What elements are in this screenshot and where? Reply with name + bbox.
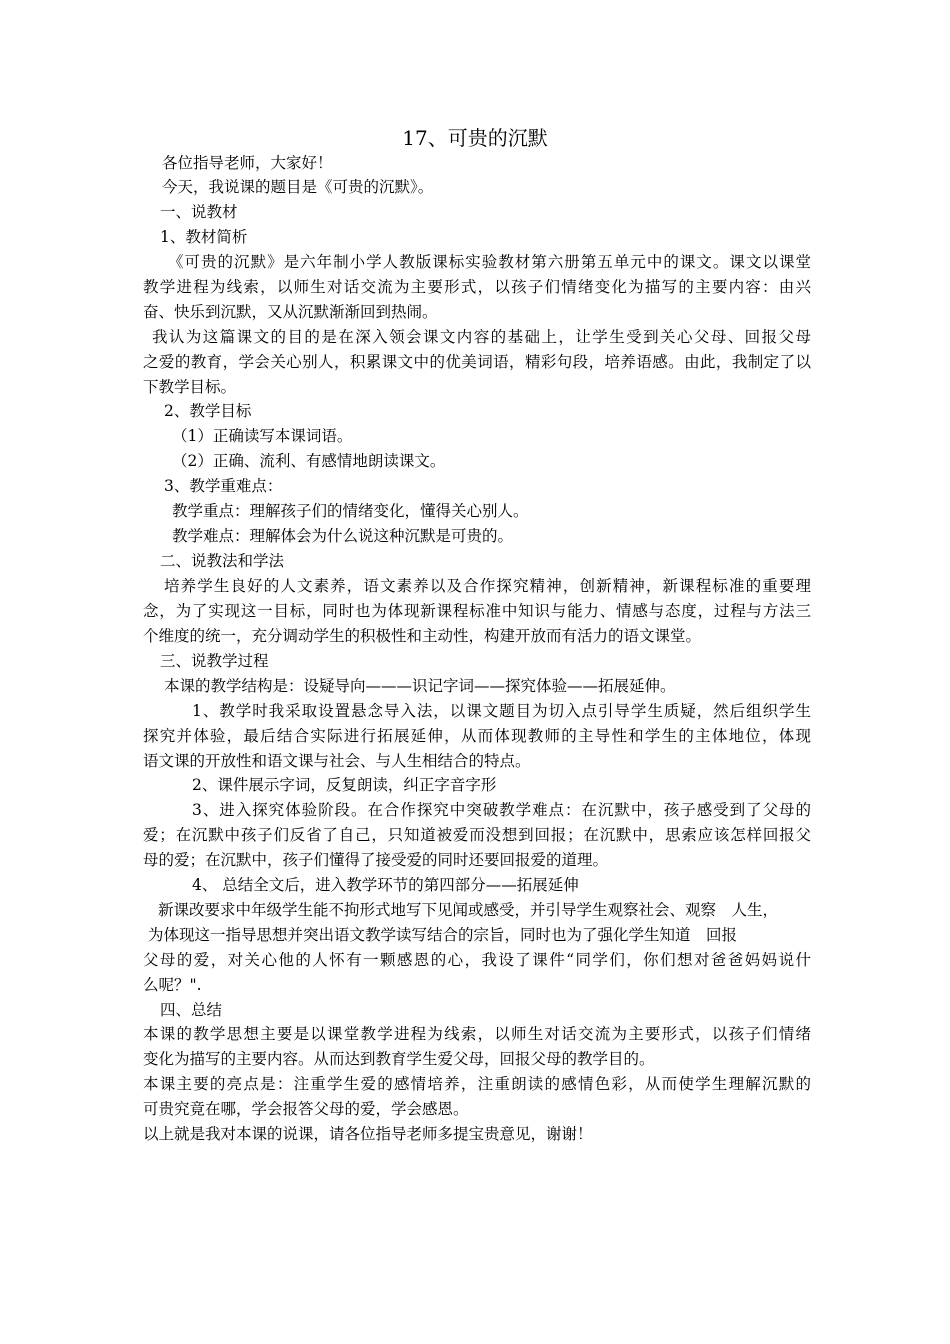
paragraph-line: 教学进程为线索，以师生对话交流为主要形式，以孩子们情绪变化为描写的主要内容：由兴 <box>143 278 811 296</box>
paragraph-line: 《可贵的沉默》是六年制小学人教版课标实验教材第六册第五单元中的课文。课文以课堂 <box>168 253 811 271</box>
paragraph-line: 父母的爱，对关心他的人怀有一颗感恩的心，我设了课件“同学们，你们想对爸爸妈妈说什 <box>143 951 811 969</box>
closing-line: 以上就是我对本课的说课，请各位指导老师多提宝贵意见，谢谢！ <box>143 1125 593 1143</box>
paragraph-line: 培养学生良好的人文素养，语文素养以及合作探究精神，创新精神，新课程标准的重要理 <box>164 577 811 595</box>
paragraph-line: 我认为这篇课文的目的是在深入领会课文内容的基础上，让学生受到关心父母、回报父母 <box>152 328 811 346</box>
process-step-line: 4、 总结全文后，进入教学环节的第四部分——拓展延伸 <box>192 876 579 894</box>
process-step-line: 2、课件展示字词，反复朗读，纠正字音字形 <box>192 776 497 794</box>
section-heading-2: 二、说教法和学法 <box>160 552 285 570</box>
paragraph-line: 下教学目标。 <box>143 378 237 396</box>
key-point-line: 教学重点：理解孩子们的情绪变化，懂得关心别人。 <box>172 502 529 520</box>
subheading-1-1: 1、教材简析 <box>160 228 248 246</box>
paragraph-line: 念，为了实现这一目标，同时也为体现新课程标准中知识与能力、情感与态度，过程与方法三 <box>143 602 811 620</box>
process-step-line: 语文课的开放性和语文课与社会、与人生相结合的特点。 <box>143 752 531 770</box>
difficulty-line: 教学难点：理解体会为什么说这种沉默是可贵的。 <box>172 527 514 545</box>
process-step-line: 1、教学时我采取设置悬念导入法，以课文题目为切入点引导学生质疑，然后组织学生 <box>192 702 811 720</box>
structure-line: 本课的教学结构是：设疑导向———识记字词——探究体验——拓展延伸。 <box>164 677 676 695</box>
summary-line: 本课主要的亮点是：注重学生爱的感情培养，注重朗读的感情色彩，从而使学生理解沉默的 <box>143 1075 811 1093</box>
goal-item: （1）正确读写本课词语。 <box>172 427 353 445</box>
subheading-1-2: 2、教学目标 <box>164 402 252 420</box>
subheading-1-3: 3、教学重难点： <box>164 477 283 495</box>
paragraph-line: 为体现这一指导思想并突出语文教学读写结合的宗旨，同时也为了强化学生知道 回报 <box>148 926 738 944</box>
section-heading-1: 一、说教材 <box>160 203 238 221</box>
process-step-line: 探究并体验，最后结合实际进行拓展延伸，从而体现教师的主导性和学生的主体地位，体现 <box>143 727 811 745</box>
summary-line: 可贵究竟在哪，学会报答父母的爱，学会感恩。 <box>143 1100 469 1118</box>
process-step-line: 爱；在沉默中孩子们反省了自己，只知道被爱而没想到回报；在沉默中，思索应该怎样回报父 <box>143 826 811 844</box>
greeting-line: 各位指导老师，大家好！ <box>162 154 333 172</box>
process-step-line: 3、进入探究体验阶段。在合作探究中突破教学难点：在沉默中，孩子感受到了父母的 <box>192 801 811 819</box>
process-step-line: 母的爱；在沉默中，孩子们懂得了接受爱的同时还要回报爱的道理。 <box>143 851 609 869</box>
paragraph-line: 么呢？". <box>143 976 202 994</box>
summary-line: 变化为描写的主要内容。从而达到教育学生爱父母，回报父母的教学目的。 <box>143 1050 655 1068</box>
paragraph-line: 新课改要求中年级学生能不拘形式地写下见闻或感受，并引导学生观察社会、观察 人生， <box>158 901 779 919</box>
goal-item: （2）正确、流利、有感情地朗读课文。 <box>172 452 446 470</box>
section-heading-4: 四、总结 <box>160 1001 223 1019</box>
paragraph-line: 个维度的统一，充分调动学生的积极性和主动性，构建开放而有活力的语文课堂。 <box>143 627 702 645</box>
paragraph-line: 奋、快乐到沉默，又从沉默渐渐回到热闹。 <box>143 303 438 321</box>
section-heading-3: 三、说教学过程 <box>160 652 269 670</box>
summary-line: 本课的教学思想主要是以课堂教学进程为线索，以师生对话交流为主要形式，以孩子们情绪 <box>143 1025 811 1043</box>
topic-line: 今天，我说课的题目是《可贵的沉默》。 <box>162 178 434 196</box>
document-title: 17、可贵的沉默 <box>402 126 548 150</box>
paragraph-line: 之爱的教育，学会关心别人，积累课文中的优美词语，精彩句段，培养语感。由此，我制定了以 <box>143 353 811 371</box>
